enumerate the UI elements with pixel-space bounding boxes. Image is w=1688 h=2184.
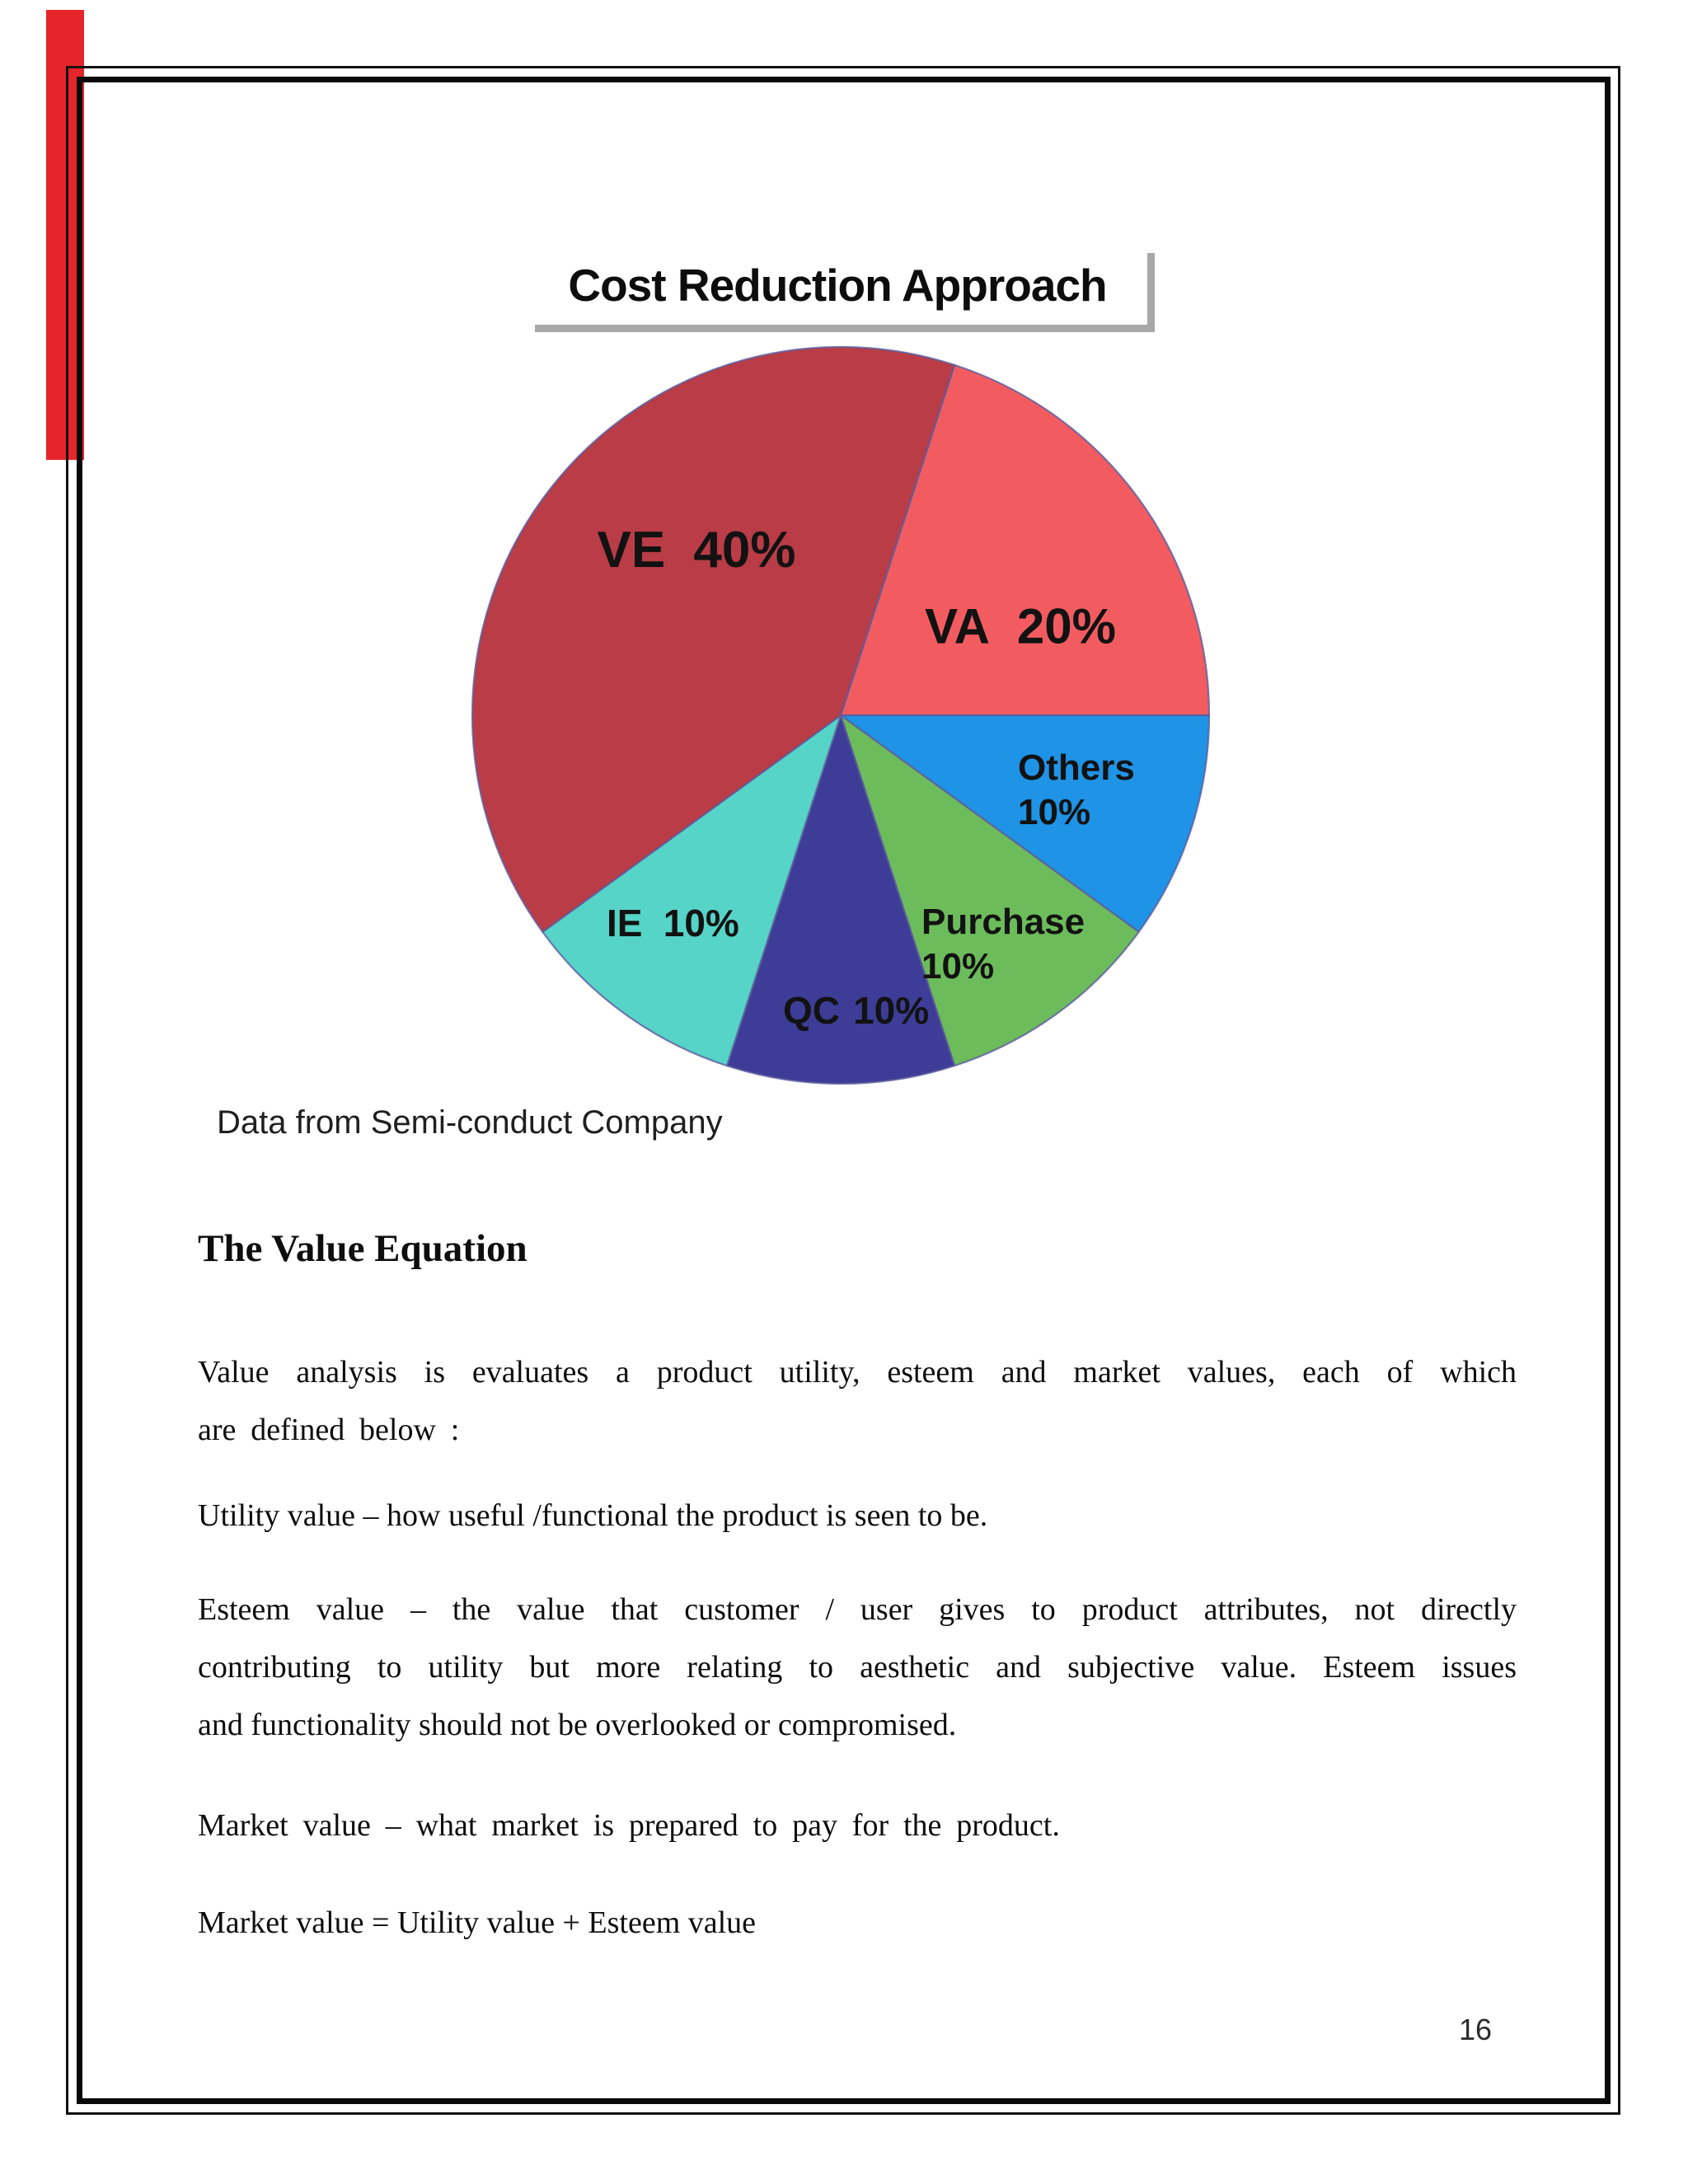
paragraph-line: Value analysis is evaluates a product utility, esteem and market values, each of which (198, 1355, 1517, 1390)
paragraph-line: Utility value – how useful /functional the product is seen to be. (198, 1498, 988, 1533)
pie-label-others: Others 10% (1018, 748, 1135, 832)
paragraph-line: contributing to utility but more relating to aesthetic and subjective value. Esteem issues (198, 1650, 1517, 1685)
pie-label-ie: IE 10% (607, 902, 739, 944)
paragraph-line: Esteem value – the value that customer / user gives to product attributes, not directly (198, 1592, 1517, 1627)
chart-title-box (528, 246, 1147, 325)
paragraph-line: are defined below : (198, 1413, 460, 1447)
body-text (198, 1225, 1517, 1952)
pie-label-qc: QC 10% (783, 989, 930, 1032)
section-heading: The Value Equation (198, 1227, 528, 1270)
paragraph-line: Market value = Utility value + Esteem value (198, 1905, 757, 1940)
chart-source-caption: Data from Semi-conduct Company (217, 1104, 723, 1141)
paragraph-line: and functionality should not be overlooked or compromised. (198, 1708, 957, 1742)
pie-label-purchase: Purchase 10% (921, 902, 1085, 987)
chart-title: Cost Reduction Approach (568, 260, 1107, 311)
pie-chart (470, 344, 1212, 1086)
paragraph-line: Market value – what market is prepared to pay for the product. (198, 1808, 1060, 1843)
pie-label-ve: VE 40% (597, 522, 796, 579)
page-number: 16 (1459, 2013, 1493, 2046)
pie-label-va: VA 20% (925, 598, 1116, 654)
